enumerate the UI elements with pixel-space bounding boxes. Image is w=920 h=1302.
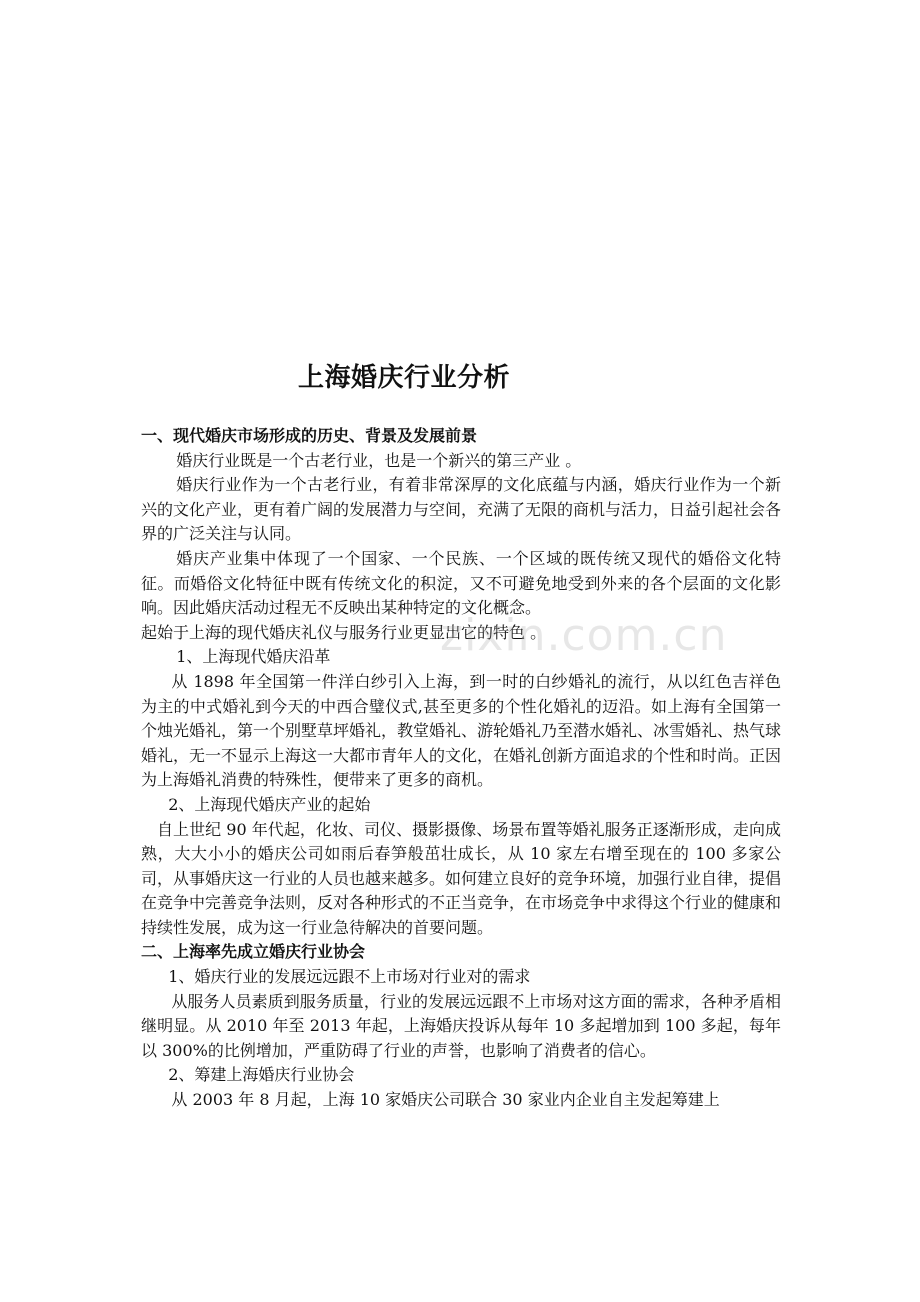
body-paragraph: 2、上海现代婚庆产业的起始 [168,794,371,814]
document-body [141,424,781,1113]
body-paragraph: 2、筹建上海婚庆行业协会 [168,1065,355,1085]
body-paragraph: 婚庆行业既是一个古老行业，也是一个新兴的第三产业 。 [176,450,582,470]
body-paragraph: 婚庆产业集中体现了一个国家、一个民族、一个区域的既传统又现代的婚俗文化特征。而婚俗文化特征中既有传统文化的积淀，又不可避免地受到外来的各个层面的文化影响。因此婚庆活动过程无不反映出某种特定的文化概念。 [141,548,781,618]
body-paragraph: 1、婚庆行业的发展远远跟不上市场对行业对的需求 [168,967,531,987]
section-heading: 一、现代婚庆市场形成的历史、背景及发展前景 [141,426,478,445]
document-title: 上海婚庆行业分析 [297,363,510,393]
body-paragraph: 从 1898 年全国第一件洋白纱引入上海，到一时的白纱婚礼的流行，从以红色吉祥色为主的中式婚礼到今天的中西合璧仪式,甚至更多的个性化婚礼的迈沿。如上海有全国第一个烛光婚礼，第一个别墅草坪婚礼，教堂婚礼、游轮婚礼乃至潜水婚礼、冰雪婚礼、热气球婚礼，无一不显示上海这一大都市青年人的文化，在婚礼创新方面追求的个性和时尚。正因为上海婚礼消费的特殊性，便带来了更多的商机。 [141,671,782,790]
body-paragraph: 婚庆行业作为一个古老行业，有着非常深厚的文化底蕴与内涵，婚庆行业作为一个新兴的文化产业，更有着广阔的发展潜力与空间，充满了无限的商机与活力，日益引起社会各界的广泛关注与认同。 [141,475,782,544]
watermark-text: zixin.com.cn [440,610,728,661]
body-paragraph: 自上世纪 90 年代起，化妆、司仪、摄影摄像、场景布置等婚礼服务正逐渐形成，走向成熟，大大小小的婚庆公司如雨后春笋般茁壮成长，从 10 家左右增至现在的 100 多家公司，从事婚庆这一行业的人员也越来越多。如何建立良好的竞争环境，加强行业自律，提倡在竞争中完善竞争法则，反对各种形式的不正当竞争，在市场竞争中求得这个行业的健康和持续性发展，成为这一行业急待解决的首要问题。 [141,819,782,937]
section-heading: 二、上海率先成立婚庆行业协会 [141,942,366,962]
body-paragraph: 1、上海现代婚庆沿革 [176,647,331,667]
body-paragraph: 从服务人员素质到服务质量，行业的发展远远跟不上市场对这方面的需求，各种矛盾相继明显。从 2010 年至 2013 年起，上海婚庆投诉从每年 10 多起增加到 100 多起，每年以 300%的比例增加，严重防碍了行业的声誉，也影响了消费者的信心。 [141,991,781,1060]
body-paragraph: 从 2003 年 8 月起，上海 10 家婚庆公司联合 30 家业内企业自主发起筹建上 [171,1090,720,1110]
body-paragraph: 起始于上海的现代婚庆礼仪与服务行业更显出它的特色 。 [141,622,547,642]
